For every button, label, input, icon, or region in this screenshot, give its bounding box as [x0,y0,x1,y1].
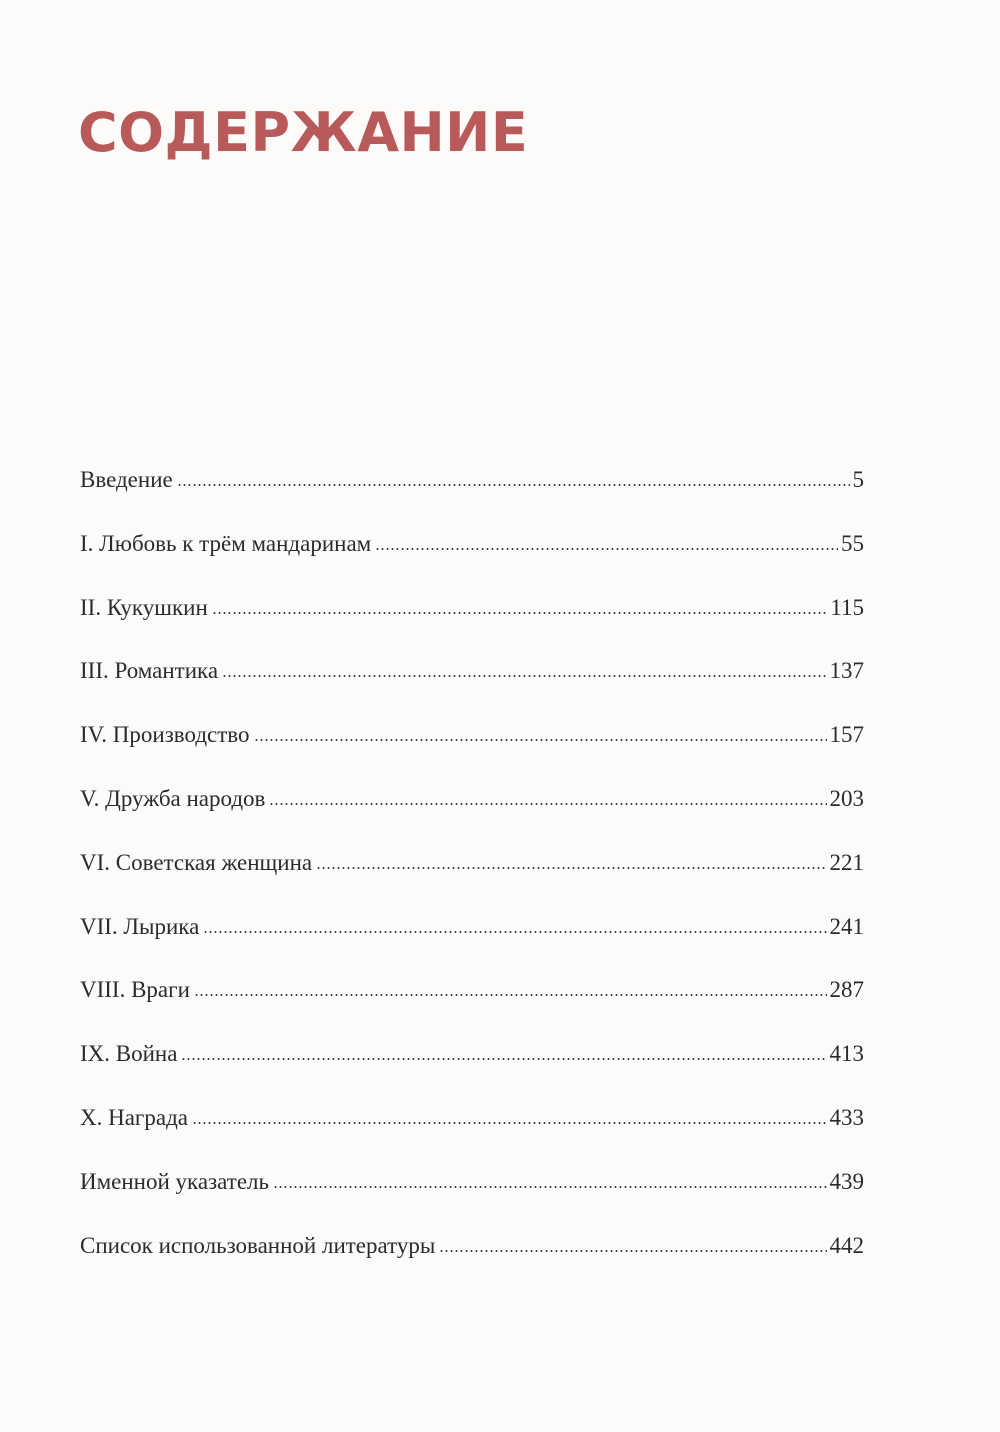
toc-entry-page: 241 [829,913,864,939]
toc-entry[interactable] [80,715,864,779]
dot-leader [203,931,826,933]
toc-entry-page: 439 [829,1168,864,1194]
toc-entry-title: Введение [80,467,173,492]
toc-entry-title: IV. Производство [80,722,250,748]
toc-entry-page: 137 [829,658,864,684]
table-of-contents [80,460,864,1289]
toc-entry-title: VI. Советская женщина [80,849,313,875]
toc-entry-page: 221 [829,849,864,875]
toc-entry[interactable] [80,1098,864,1162]
dot-leader [194,994,827,996]
toc-entry[interactable] [80,1162,864,1226]
toc-entry[interactable] [80,460,864,524]
toc-entry-title: V. Дружба народов [80,785,266,811]
toc-entry[interactable] [80,907,864,971]
toc-entry-page: 203 [829,785,864,811]
toc-entry[interactable] [80,843,864,907]
dot-leader [316,867,826,869]
toc-entry-title: VII. Лырика [80,913,200,939]
toc-entry-page: 5 [852,467,864,492]
page-title: СОДЕРЖАНИЕ [78,101,529,164]
toc-entry-title: Именной указатель [80,1168,270,1194]
toc-entry[interactable] [80,970,864,1034]
dot-leader [269,803,826,805]
dot-leader [375,548,838,550]
toc-entry-page: 287 [829,977,864,1003]
toc-entry-title: IX. Война [80,1041,178,1067]
toc-entry[interactable] [80,779,864,843]
dot-leader [273,1186,826,1188]
toc-entry[interactable] [80,1034,864,1098]
dot-leader [181,1058,826,1060]
dot-leader [254,739,827,741]
dot-leader [192,1122,827,1124]
toc-entry[interactable] [80,651,864,715]
dot-leader [222,675,826,677]
toc-entry-page: 157 [829,722,864,748]
toc-entry-page: 115 [830,594,864,620]
dot-leader [212,612,828,614]
toc-entry-page: 55 [841,530,864,556]
toc-entry-title: Список использованной литературы [80,1232,436,1258]
toc-entry-title: III. Романтика [80,658,219,684]
toc-entry[interactable] [80,524,864,588]
toc-entry-title: I. Любовь к трём мандаринам [80,530,372,556]
toc-entry[interactable] [80,588,864,652]
toc-entry-title: II. Кукушкин [80,594,208,620]
toc-entry-title: X. Награда [80,1104,188,1130]
dot-leader [177,484,850,486]
toc-entry[interactable] [80,1226,864,1290]
toc-entry-page: 442 [829,1232,864,1258]
dot-leader [439,1250,826,1252]
toc-entry-title: VIII. Враги [80,977,190,1003]
toc-entry-page: 433 [829,1104,864,1130]
toc-entry-page: 413 [829,1041,864,1067]
